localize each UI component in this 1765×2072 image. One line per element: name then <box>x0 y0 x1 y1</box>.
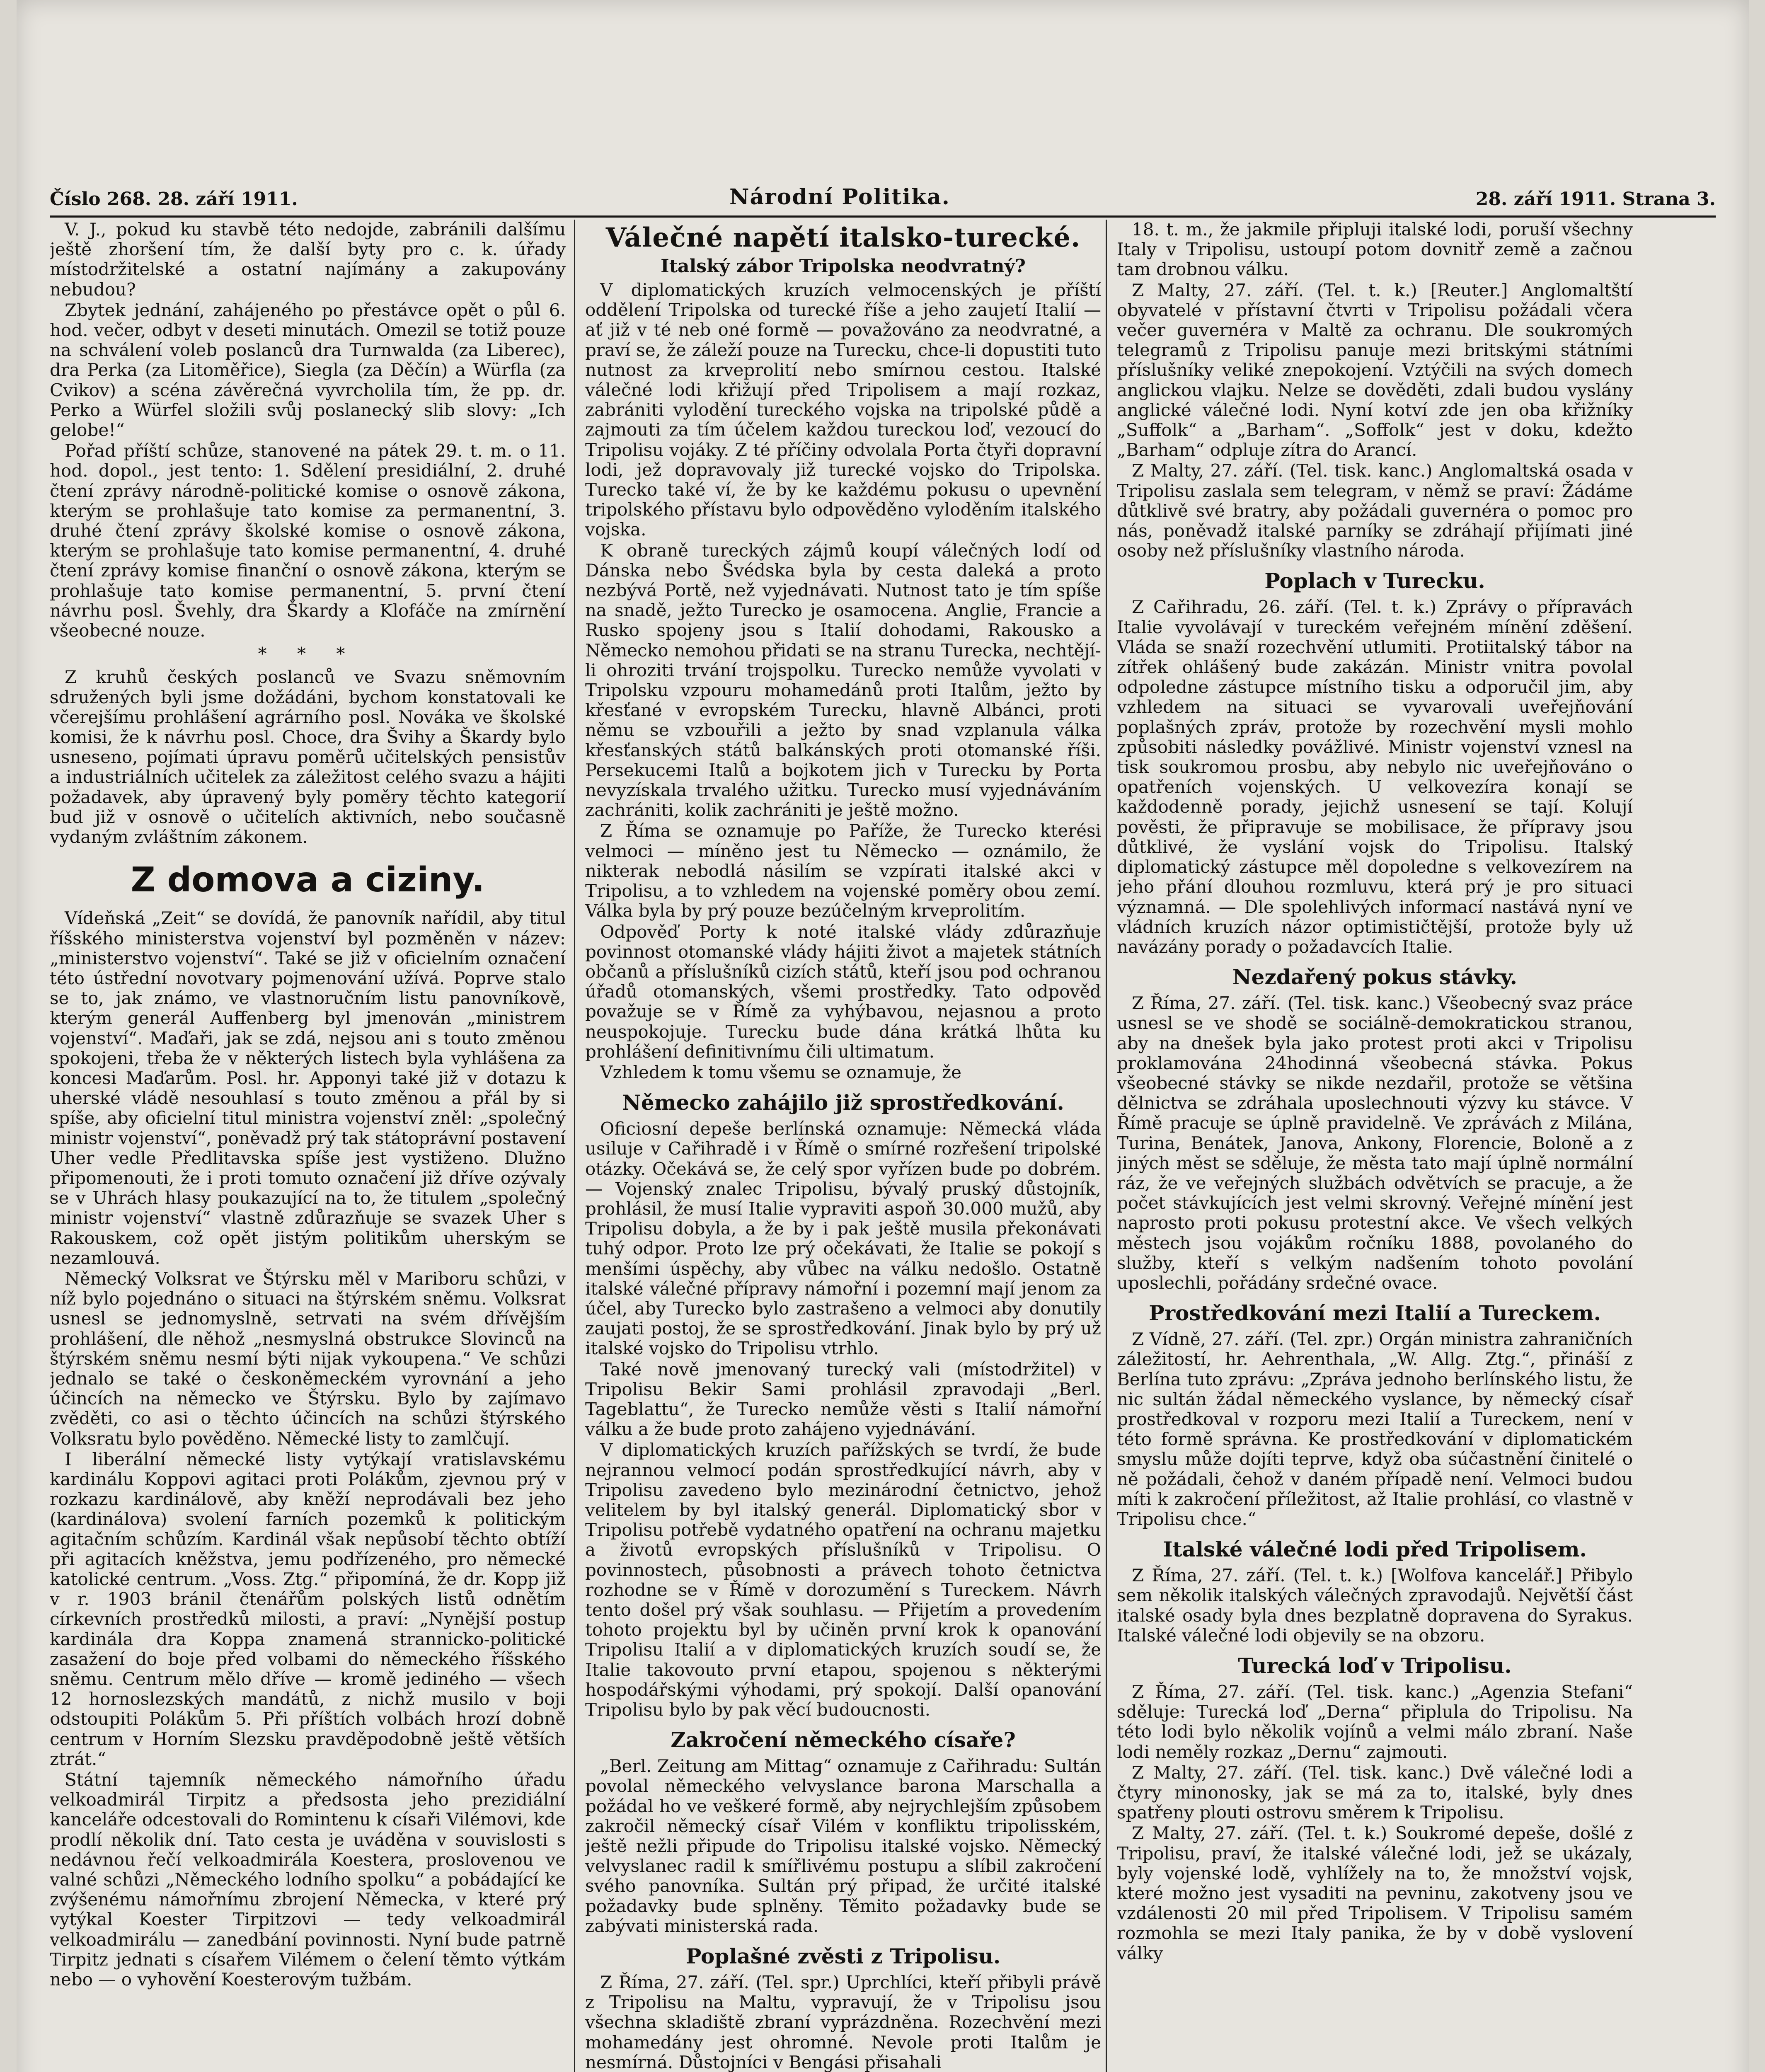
article-subheading: Zakročení německého císaře? <box>671 1728 1016 1752</box>
paragraph: Vídeňská „Zeit“ se dovídá, že panovník nařídil, aby titul říšského ministerstva vojenství byl pozměněn v název: „ministerstvo vojenství“. Také se již v oficielním označení této ústřední novotvary pojmenování užívá. Poprve stalo se to, jak známo, ve vlastnoručním listu panovníkově, kterým generál Auffenberg byl jmenován „ministrem vojenství“. Maďaři, jak se zdá, nejsou ani s touto změnou spokojeni, třeba že v některých listech byla vyhlášena za koncesi Maďarům. Posl. hr. Apponyi také již v dotazu k uherské vládě nesouhlasí s touto změnou a přál by si spíše, aby oficielní titul ministra vojenství zněl: „společný ministr vojenství“, poněvadž prý tak státoprávní postavení Uher vedle Předlitavska spíše jest vystiženo. Dlužno připomenouti, že i proti tomuto označení již dříve ozývaly se v Uhrách hlasy poukazující na to, že titulem „společný ministr vojenství“ vlastně zdůrazňuje se svazek Uher s Rakouskem, což opět jistým politikům uherským se nezamlouvá. <box>50 908 566 1268</box>
paragraph: Odpověď Porty k noté italské vlády zdůrazňuje povinnost otomanské vlády hájiti život a majetek státních občanů a příslušníků cizích států, kteří jsou pod ochranou úřadů otomanských, všemi prostředky. Tato odpověď považuje se v Římě za vyhýbavou, nejasnou a proto neuspokojuje. Turecku bude dána krátká lhůta ku prohlášení definitivnímu čili ultimatum. <box>585 921 1101 1062</box>
paragraph: Pořad příští schůze, stanovené na pátek 29. t. m. o 11. hod. dopol., jest tento: 1. Sdělení presidiální, 2. druhé čtení zprávy národně-politické komise o osnově zákona, kterým se prohlašuje tato komise za permanentní, 3. druhé čtení zprávy školské komise o osnově zákona, kterým se prohlašuje tato komise permanentní, 4. druhé čtení zprávy komise finanční o osnově zákona, kterým se prohlašuje tato komise permanentní, 5. první čtení návrhu posl. Švehly, dra Škardy a Klofáče na zmírnění všeobecné nouze. <box>50 441 566 641</box>
paragraph: Zbytek jednání, zahájeného po přestávce opět o půl 6. hod. večer, odbyt v deseti minutách. Omezil se totiž pouze na schválení voleb poslanců dra Turnwalda (za Liberec), dra Perka (za Litoměřice), Siegla (za Děčín) a Würfla (za Cvikov) a scéna závěrečná vyvrcholila tím, že pp. dr. Perko a Würfel složili svůj poslanecký slib slovy: „Ich gelobe!“ <box>50 300 566 441</box>
paragraph: V diplomatických kruzích pařížských se tvrdí, že bude nejrannou velmocí podán sprostředkující návrh, aby v Tripolisu zavedeno bylo mezinárodní četnictvo, jehož velitelem by byl italský generál. Diplomatický sbor v Tripolisu potřebě vydatného opatření na ochranu majetku a životů evropských příslušníků v Tripolisu. O povinnostech, působnosti a právech tohoto četnictva rozhodne se v Římě v dorozumění s Tureckem. Návrh tento došel prý však souhlasu. — Přijetím a provedením tohoto projektu byl by učiněn první krok k opanování Tripolisu Italií a v diplomatických kruzích soudí se, že Italie takovouto první etapou, spojenou s některými hospodářskými výhodami, prý spokojí. Další opanování Tripolisu bylo by pak věcí budoucnosti. <box>585 1440 1101 1720</box>
paragraph: Z Cařihradu, 26. září. (Tel. t. k.) Zprávy o přípravách Italie vyvolávají v tureckém veřejném mínění zděšení. Vláda se snaží rozechvění utlumiti. Protiitalský tábor na zítřek ohlášený bude zakázán. Ministr vnitra povolal odpoledne zástupce místního tisku a odporučil jim, aby vzhledem na situaci se vyvarovali uveřejňování poplašných zpráv, protože by rozechvění mysli mohlo způsobiti následky povážlivé. Ministr vojenství vznesl na tisk soukromou prosbu, aby nebylo nic uveřejňováno o opatřeních vojenských. U velkovezíra konají se každodenně porady, jejichž usnesení se tají. Kolují pověsti, že připravuje se mobilisace, že přípravy jsou důtklivé, že vyslání vojsk do Tripolisu. Italský diplomatický zástupce měl dopoledne s velkovezírem na jeho přání dlouhou rozmluvu, která prý je pro situaci významná. — Dle spolehlivých informací nastává nyní ve vládních kruzích názor optimističtější, protože byly už navázány porady o požadavcích Italie. <box>1117 597 1633 957</box>
paragraph: Oficiosní depeše berlínská oznamuje: Německá vláda usiluje v Cařihradě i v Římě o smírné rozřešení tripolské otázky. Očekává se, že celý spor vyřízen bude po dobrém. — Vojenský znalec Tripolisu, bývalý pruský důstojník, prohlásil, že musí Italie vypraviti aspoň 30.000 mužů, aby Tripolisu dobyla, a že by i pak ještě musila překonávati tuhý odpor. Proto lze prý očekávati, že Italie se pokojí s menšími úspěchy, aby vůbec na válku nedošlo. Ostatně italské válečné přípravy námořní i pozemní mají jenom za účel, aby Turecko bylo zastrašeno a velmoci aby donutily zaujati postoj, že se sprostředkování. Jinak bylo by prý už italské vojsko do Tripolisu vtrhlo. <box>585 1118 1101 1359</box>
issue-number: Číslo 268. 28. září 1911. <box>50 189 298 210</box>
paragraph: Z Říma se oznamuje po Paříže, že Turecko kterési velmoci — míněno jest tu Německo — oznámilo, že nikterak nebodlá násilím se vzpírati italské akci v Tripolisu, a to vzhledem na vojenské poměry obou zemí. Válka byla by prý pouze bezúčelným krveprolitím. <box>585 821 1101 921</box>
paragraph: Státní tajemník německého námořního úřadu velkoadmirál Tirpitz a předsosta jeho prezidiální kanceláře odcestovali do Romintenu k císaři Vilémovi, kde prodlí několik dní. Tato cesta je uváděna v souvislosti s nedávnou řečí velkoadmirála Koestera, proslovenou ve valné schůzi „Německého lodního spolku“ a pobádající ke zvýšenému námořnímu zbrojení Německa, v které prý vytýkal Koester Tirpitzovi — tedy velkoadmirál velkoadmirálu — zanedbání povinnosti. Nyní bude patrně Tirpitz jednati s císařem Vilémem o čelení těmto výtkám nebo — o vyhovění Koesterovým tužbám. <box>50 1769 566 1990</box>
paragraph: V diplomatických kruzích velmocenských je příští oddělení Tripolska od turecké říše a jeho zaujetí Italií — ať již v té neb oné formě — považováno za neodvratné, a praví se, že záleží pouze na Turecku, chce-li dopustiti tuto nutnost za krveprolití nebo smírnou cestou. Italské válečné lodi křižují před Tripolisem a mají rozkaz, zabrániti vylodění tureckého vojska na tripolské půdě a zajmouti za tím účelem každou tureckou loď, vezoucí do Tripolisu vojáky. Z té příčiny odvolala Porta čtyři dopravní lodi, jež dopravovaly již turecké vojsko do Tripolska. Turecko také ví, že by ke každému pokusu o upevnění tripolského přístavu bylo odpověděno vyloděním italského vojska. <box>585 280 1101 540</box>
column-1 <box>50 220 566 2072</box>
paragraph: Z Říma, 27. září. (Tel. spr.) Uprchlíci, kteří přibyli právě z Tripolisu na Maltu, vypravují, že v Tripolisu jsou všechna skladiště zbraní vyprázdněna. Rozechvění mezi mohamedány jest ohromné. Nevole proti Italům je nesmírná. Důstojníci v Bengási přisahali <box>585 1972 1101 2072</box>
page-header <box>50 184 1716 213</box>
newspaper-title: Národní Politika. <box>729 184 950 210</box>
newspaper-page <box>17 0 1749 2072</box>
paragraph: K obraně tureckých zájmů koupí válečných lodí od Dánska nebo Švédska byla by cesta daleká a proto nezbývá Portě, než vyjednávati. Nutnost tato je tím spíše na snadě, ježto Turecko je osamocena. Anglie, Francie a Rusko spojeny jsou s Italií dohodami, Rakousko a Německo nemohou přidati se na stranu Turecka, nechtějí-li ohroziti trvání trojspolku. Turecko nemůže vyvolati v Tripolsku vzpouru mohamedánů proti Italům, ježto by křesťané v evropském Turecku, hlavně Albánci, proti němu se vzbouřili a ježto by snad vzplanula válka křesťanských států balkánských proti otomanské říši. Persekucemi Italů a bojkotem jich v Turecku by Porta nevyzískala trvalého užitku. Turecko musí vyjednáváním zachrániti, kolik zachrániti je ještě možno. <box>585 540 1101 821</box>
paragraph: „Berl. Zeitung am Mittag“ oznamuje z Cařihradu: Sultán povolal německého velvyslance barona Marschalla a požádal ho ve veškeré formě, aby nejrychlejším způsobem zakročil německý císař Vilém v konfliktu tripolisském, ještě nežli připude do Tripolisu italské vojsko. Německý velvyslanec radil k smířlivému postupu a slíbil zakročení svého panovníka. Sultán prý připad, že určité italské požadavky bude splněny. Těmito požadavky bude se zabývati ministerská rada. <box>585 1756 1101 1936</box>
paragraph: Z Malty, 27. září. (Tel. tisk. kanc.) Dvě válečné lodi a čtyry minonosky, jak se má za to, italské, byly dnes spatřeny plouti ostrovu směrem k Tripolisu. <box>1117 1762 1633 1823</box>
article-heading: Válečné napětí italsko-turecké. <box>605 222 1081 253</box>
paragraph: I liberální německé listy vytýkají vratislavskému kardinálu Koppovi agitaci proti Polákům, zjevnou prý v rozkazu kardinálově, aby kněží neprodávali bez jeho (kardinálova) svolení farních pozemků k politickým agitačním schůzím. Kardinál však nepůsobí těchto obtíží při agitacích kněžstva, jemu podřízeného, pro německé katolické centrum. „Voss. Ztg.“ připomíná, že dr. Kopp již v r. 1903 bránil čtenářům polských listů odnětím církevních prostředků milosti, a praví: „Nynější postup kardinála dra Koppa znamená strannicko-politické zasažení do boje před volbami do německého říšského sněmu. Centrum mělo dříve — kromě jediného — všech 12 hornoslezských mandátů, z nichž musilo v boji odstoupiti Polákům 5. Při příštích volbách hrozí dobně centrum v Horním Slezsku pravděpodobně ještě větších ztrát.“ <box>50 1449 566 1769</box>
section-separator: * * * <box>258 644 358 664</box>
paragraph: Z Malty, 27. září. (Tel. t. k.) [Reuter.] Anglomaltští obyvatelé v přístavní čtvrti v Tripolisu požádali včera večer guvernéra v Maltě za ochranu. Dle soukromých telegramů z Tripolisu panuje mezi britskými státními příslušníky veliké znepokojení. Vztýčili na svých domech anglickou vlajku. Nelze se dověděti, zdali budou vyslány anglické válečné lodi. Nyní kotví zde jen oba křižníky „Suffolk“ a „Barham“. „Soffolk“ jest v doku, kdežto „Barham“ odpluje zítra do Arancí. <box>1117 280 1633 460</box>
article-subheading: Prostředkování mezi Italií a Tureckem. <box>1149 1301 1601 1326</box>
date-and-page: 28. září 1911. Strana 3. <box>1475 189 1716 210</box>
paragraph: Z Malty, 27. září. (Tel. t. k.) Soukromé depeše, došlé z Tripolisu, praví, že italské válečné lodi, jež se ukázaly, byly vojenské lodě, vyhlížely na to, že množství vojsk, které možno jest vysaditi na pevninu, zakotveny jsou ve vzdálenosti 20 mil před Tripolisem. V Tripolisu samém rozmohla se mezi Italy panika, že by v době vyslovení války <box>1117 1823 1633 1963</box>
column-3 <box>1117 220 1633 2072</box>
column-2 <box>585 220 1101 2072</box>
article-subheading: Poplach v Turecku. <box>1264 569 1485 593</box>
column-divider <box>574 220 575 2072</box>
article-subheading: Turecká loď v Tripolisu. <box>1238 1653 1512 1678</box>
paragraph: Vzhledem k tomu všemu se oznamuje, že <box>600 1062 961 1082</box>
article-subheading: Italský zábor Tripolska neodvratný? <box>661 256 1026 277</box>
article-subheading: Německo zahájilo již sprostředkování. <box>622 1090 1064 1115</box>
paragraph: 18. t. m., že jakmile připluji italské lodi, poruší všechny Italy v Tripolisu, ustoupí potom dovnitř země a začnou tam drobnou válku. <box>1117 220 1633 280</box>
article-subheading: Italské válečné lodi před Tripolisem. <box>1163 1537 1587 1562</box>
paragraph: Z Říma, 27. září. (Tel. t. k.) [Wolfova kancelář.] Přibylo sem několik italských válečných zpravodajů. Největší část italské osady byla dnes bezplatně dopravena do Syrakus. Italské válečné lodi objevily se na obzoru. <box>1117 1565 1633 1646</box>
paragraph: Z Malty, 27. září. (Tel. tisk. kanc.) Anglomaltská osada v Tripolisu zaslala sem telegram, v němž se praví: Žádáme důtklivě své bratry, aby požádali guvernéra o pomoc pro nás, poněvadž italské parníky se zdráhají přijímati jiné osoby než příslušníky vlastního národa. <box>1117 460 1633 561</box>
article-subheading: Nezdařený pokus stávky. <box>1232 965 1518 990</box>
paragraph: Také nově jmenovaný turecký vali (místodržitel) v Tripolisu Bekir Sami prohlásil zpravodaji „Berl. Tageblattu“, že Turecko nemůže věsti s Italií námořní válku a že bude proto zahájeno vyjednávání. <box>585 1359 1101 1440</box>
paragraph: Z Vídně, 27. září. (Tel. zpr.) Orgán ministra zahraničních záležitostí, hr. Aehrenthala, „W. Allg. Ztg.“, přináší z Berlína tuto zprávu: „Zpráva jednoho berlínského listu, že nic sultán žádal německého vyslance, by německý císař prostředkoval v rozporu mezi Italií a Tureckem, není v této formě správna. Ke prostředkování v diplomatickém smyslu může dojíti teprve, když oba súčastnění činitelé o ně požádali, čehož v daném případě není. Velmoci budou míti k zakročení příležitost, až Italie prohlásí, co vlastně v Tripolisu chce.“ <box>1117 1329 1633 1529</box>
paragraph: Z Říma, 27. září. (Tel. tisk. kanc.) „Agenzia Stefani“ sděluje: Turecká loď „Derna“ připlula do Tripolisu. Na této lodi bylo několik vojínů a velmi málo zbraní. Naše lodi neměly rozkaz „Dernu“ zajmouti. <box>1117 1682 1633 1762</box>
header-rule <box>50 215 1716 218</box>
section-heading: Z domova a ciziny. <box>131 860 485 900</box>
column-divider <box>1106 220 1107 2072</box>
paragraph: Z kruhů českých poslanců ve Svazu sněmovním sdružených byli jsme dožádáni, bychom konstatovali ke včerejšímu prohlášení agrárního posl. Nováka ve školské komisi, že k návrhu posl. Choce, dra Švihy a Škardy bylo usneseno, pojímati úpravu poměrů učitelských pensistův a industriálních učitelek za záležitost celého svazu a hájiti požadavek, aby úpravený byly poměry těchto kategorií bud již v osnově o učitelích aktivních, nebo současně vydaným zvláštním zákonem. <box>50 667 566 847</box>
article-subheading: Poplašné zvěsti z Tripolisu. <box>685 1944 1001 1969</box>
paragraph: V. J., pokud ku stavbě této nedojde, zabránili dalšímu ještě zhoršení tím, že další byty pro c. k. úřady místodržitelské a ostatní najímány a zakupovány nebudou? <box>50 220 566 300</box>
paragraph: Z Říma, 27. září. (Tel. tisk. kanc.) Všeobecný svaz práce usnesl se ve shodě se sociálně-demokratickou stranou, aby na dnešek byla jako protest proti akci v Tripolisu proklamována 24hodinná všeobecná stávka. Pokus všeobecné stávky se nikde nezdařil, protože se většina dělnictva se zdráhala uposlechnouti výzvy ku stávce. V Římě pracuje se úplně pravidelně. Ve zprávách z Milána, Turina, Benátek, Janova, Ankony, Florencie, Boloně a z jiných měst se sděluje, že města tato mají úplně normální ráz, že ve veřejných službách odvětvích se pracuje, a že počet stávkujících jest velmi skrovný. Veřejné mínění jest naprosto proti pokusu protestní akce. Ve všech velkých městech jsou vojákům ročníku 1888, povolaného do služby, kteří s velkým nadšením tohoto povolání uposlechli, pořádány srdečné ovace. <box>1117 993 1633 1293</box>
paragraph: Německý Volksrat ve Štýrsku měl v Mariboru schůzi, v níž bylo pojednáno o situaci na štýrském sněmu. Volksrat usnesl se jednomyslně, setrvati na svém dřívějším prohlášení, dle něhož „nesmyslná obstrukce Slovinců na štýrském sněmu nesmí býti nijak vykoupena.“ Ve schůzi jednalo se také o českoněmeckém vyrovnání a jeho účincích na německo ve Štýrsku. Bylo by zajímavo zvěděti, co asi o těchto účincích na schůzi štýrského Volksratu bylo pověděno. Německé listy to zamlčují. <box>50 1268 566 1449</box>
